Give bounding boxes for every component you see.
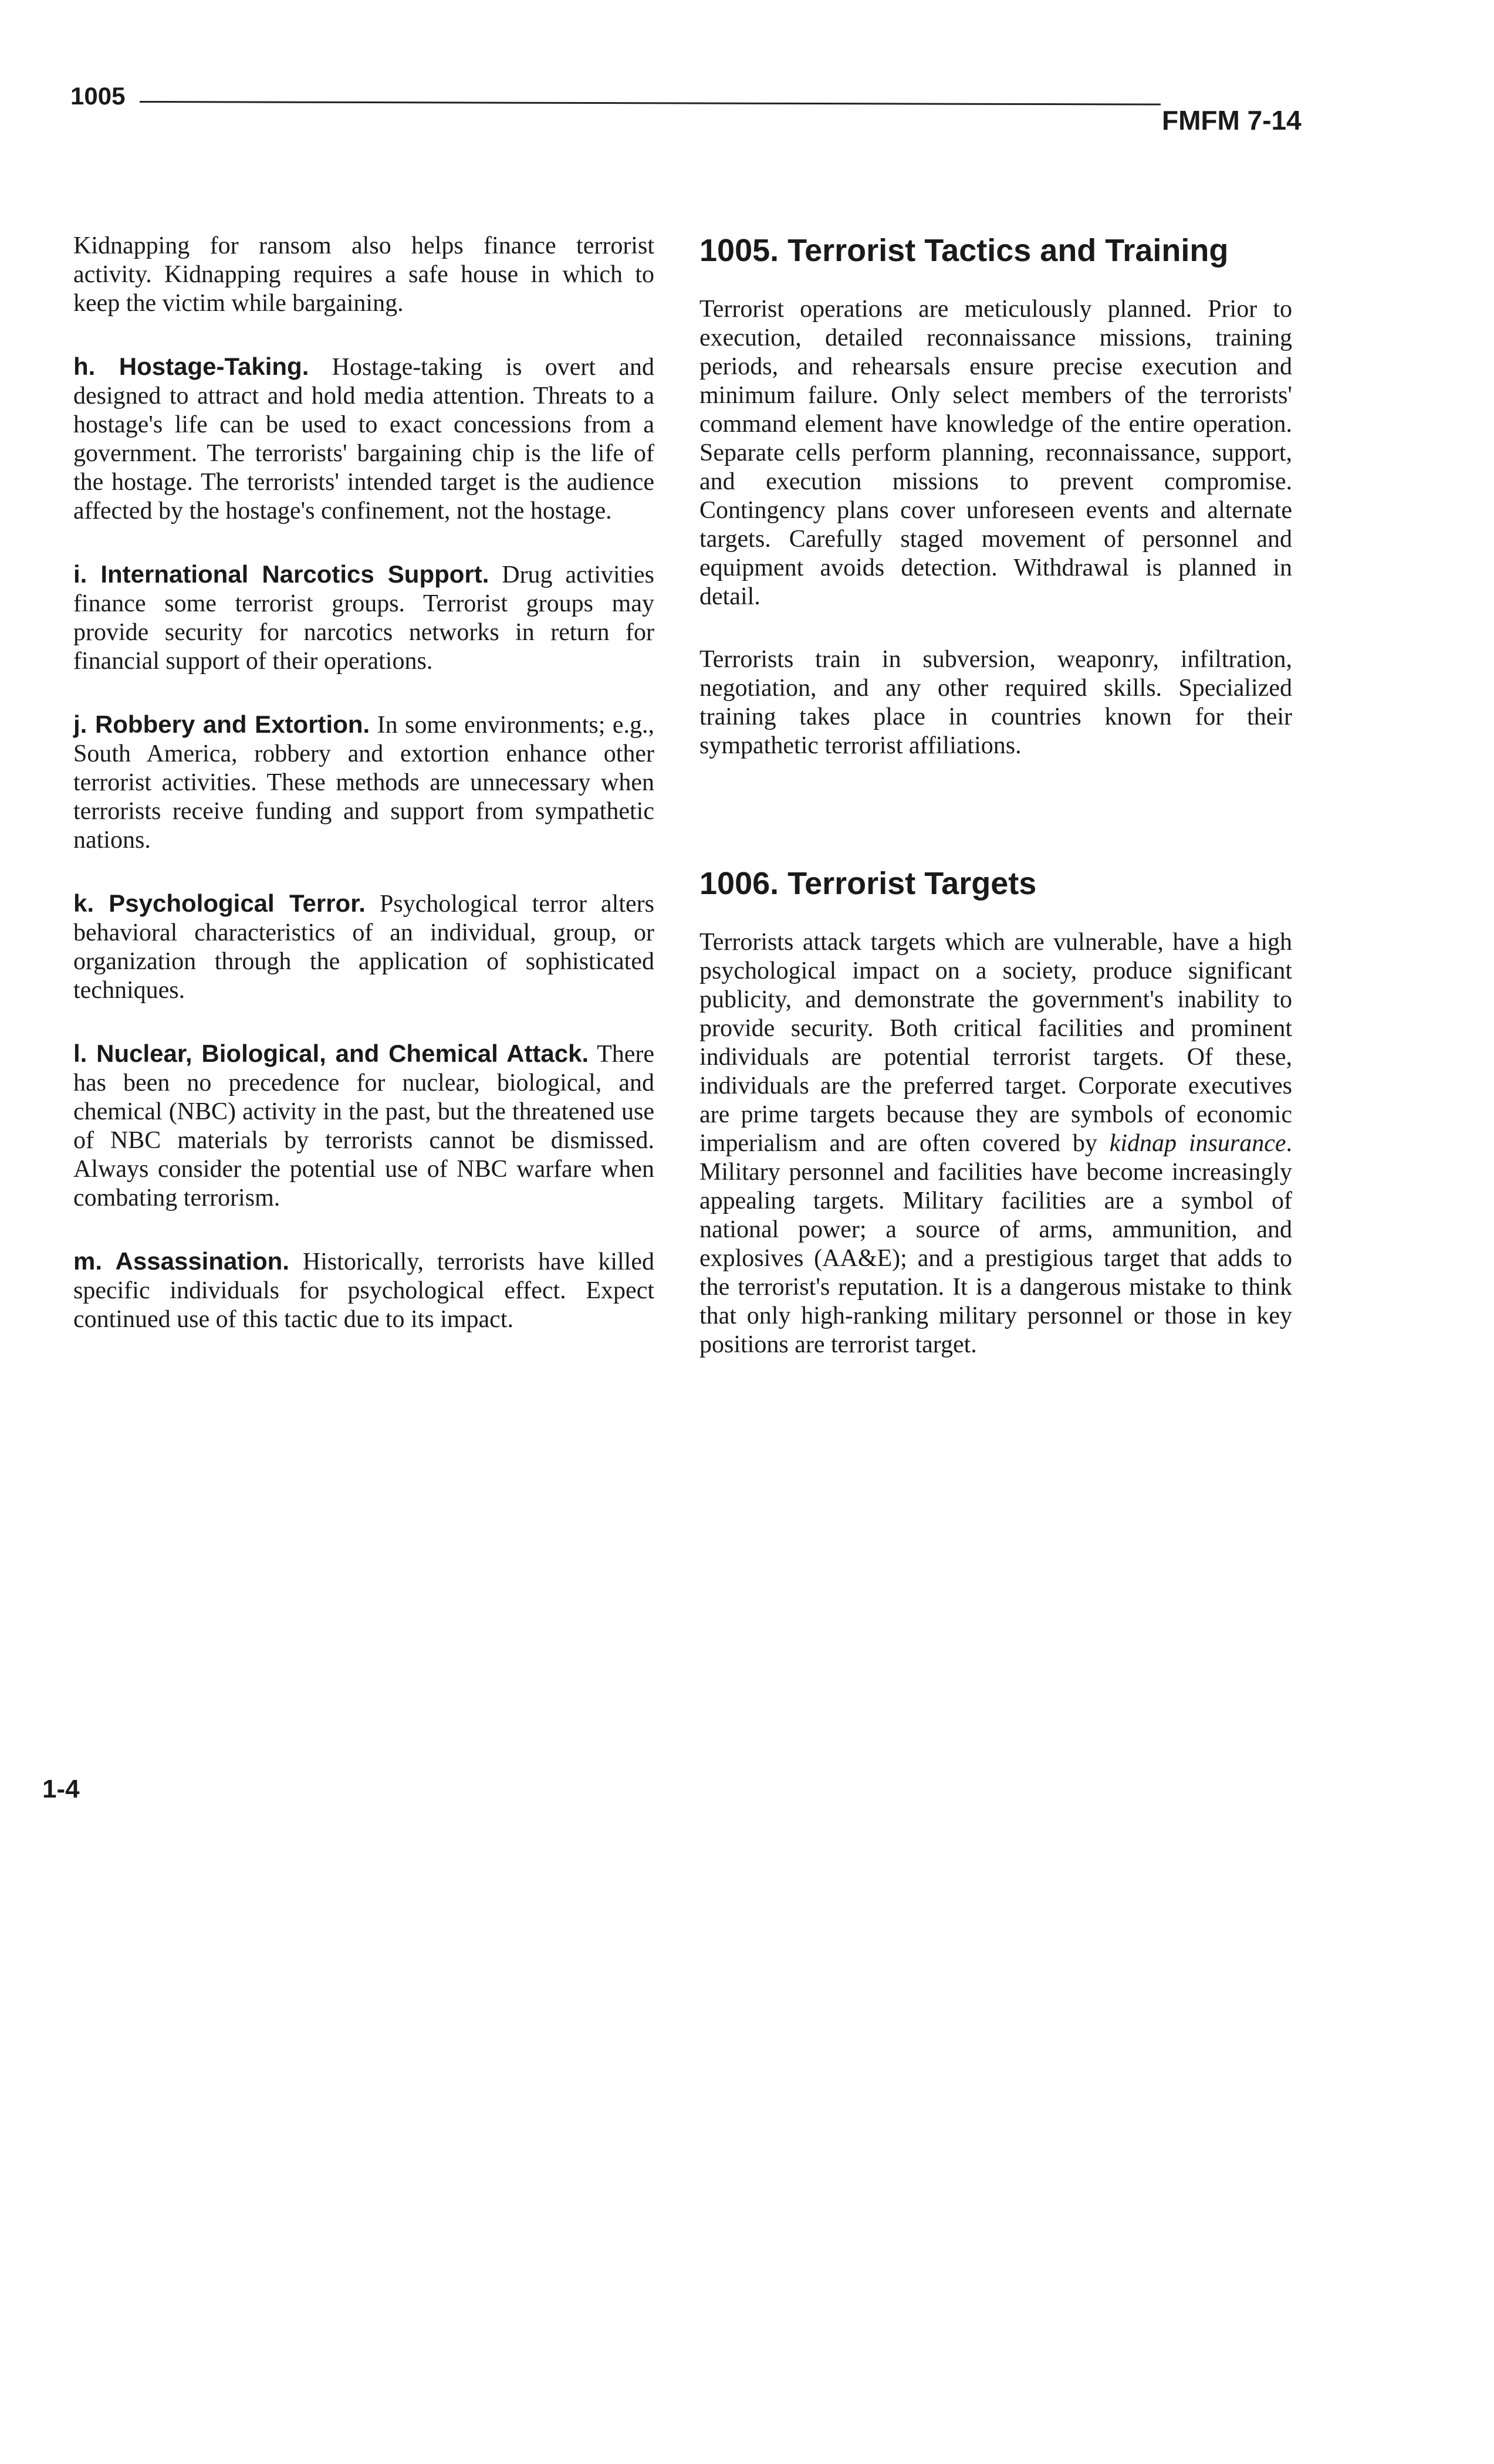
item-text: In some environments; e.g., South America, robbery and extortion enhance other terrorist activities. These methods are unnecessary when terrorists receive funding and support from sympathetic nations.	[73, 712, 654, 854]
item-robbery-extortion	[73, 710, 654, 855]
item-lead: l. Nuclear, Biological, and Chemical Attack.	[73, 1040, 589, 1067]
item-assassination	[73, 1247, 654, 1334]
item-lead: j. Robbery and Extortion.	[73, 710, 370, 738]
right-column	[699, 232, 1292, 1393]
item-lead: h. Hostage-Taking.	[73, 353, 309, 380]
section-title-1005: 1005. Terrorist Tactics and Training	[699, 233, 1229, 268]
section-1006-text: Terrorists attack targets which are vulnerable, have a high psychological impact on a society, produce significant publicity, and demonstrate the government's inability to provide security. Both critical facilities and prominent individuals are potential terrorist targets. Of these, individuals are the preferred target. Corporate executives are prime targets because they are symbols of economic imperialism and are often covered by	[699, 929, 1292, 1157]
item-lead: i. International Narcotics Support.	[73, 560, 489, 588]
item-lead: m. Assassination.	[73, 1247, 289, 1275]
section-1005-paragraph: Terrorist operations are meticulously planned. Prior to execution, detailed reconnaissance missions, training periods, and rehearsals ensure precise execution and minimum failure. Only select members of the terrorists' command element have knowledge of the entire operation. Separate cells perform planning, reconnaissance, support, and execution missions to prevent compromise. Contingency plans cover unforeseen events and alternate targets. Carefully staged movement of personnel and equipment avoids detection. Withdrawal is planned in detail.	[699, 296, 1292, 610]
item-text: Drug activities finance some terrorist groups. Terrorist groups may provide security for narcotics networks in return for financial support of their operations.	[73, 561, 654, 675]
section-1006-italic-term: kidnap insurance	[1109, 1130, 1286, 1157]
intro-paragraph: Kidnapping for ransom also helps finance terrorist activity. Kidnapping requires a safe house in which to keep the victim while bargaining.	[73, 232, 654, 317]
left-column	[73, 232, 654, 1368]
item-nbc-attack	[73, 1039, 654, 1213]
section-1005-paragraph: Terrorists train in subversion, weaponry, infiltration, negotiation, and any other required skills. Specialized training takes place in countries known for their sympathetic terrorist affiliations.	[699, 646, 1292, 759]
section-title-1006: 1006. Terrorist Targets	[699, 866, 1037, 901]
item-text: Psychological terror alters behavioral characteristics of an individual, group, or organization through the application of sophisticated techniques.	[73, 891, 654, 1004]
header-rule	[140, 101, 1161, 106]
item-hostage-taking	[73, 352, 654, 526]
section-spacer	[699, 794, 1292, 865]
item-psychological-terror	[73, 889, 654, 1005]
header-section-number: 1005	[70, 82, 126, 110]
item-text: Hostage-taking is overt and designed to attract and hold media attention. Threats to a hostage's life can be used to exact concessions from a government. The terrorists' bargaining chip is the life of the hostage. The terrorists' intended target is the audience affected by the hostage's confinement, not the hostage.	[73, 354, 654, 524]
item-lead: k. Psychological Terror.	[73, 889, 366, 917]
item-text: Historically, terrorists have killed specific individuals for psychological effect. Expect continued use of this tactic due to its impact.	[73, 1248, 654, 1333]
header-manual-id: FMFM 7-14	[1162, 105, 1302, 136]
item-narcotics-support	[73, 560, 654, 676]
section-1006-text: . Military personnel and facilities have become increasingly appealing targets. Military facilities are a symbol of national power; a source of arms, ammunition, and explosives (AA&E); and a prestigious target that adds to the terrorist's reputation. It is a dangerous mistake to think that only high-ranking military personnel or those in key positions are terrorist target.	[699, 1130, 1292, 1358]
item-text: There has been no precedence for nuclear, biological, and chemical (NBC) activity in the past, but the threatened use of NBC materials by terrorists cannot be dismissed. Always consider the potential use of NBC warfare when combating terrorism.	[73, 1041, 654, 1211]
page-number: 1-4	[42, 1775, 80, 1803]
section-1006-paragraph	[699, 928, 1292, 1359]
